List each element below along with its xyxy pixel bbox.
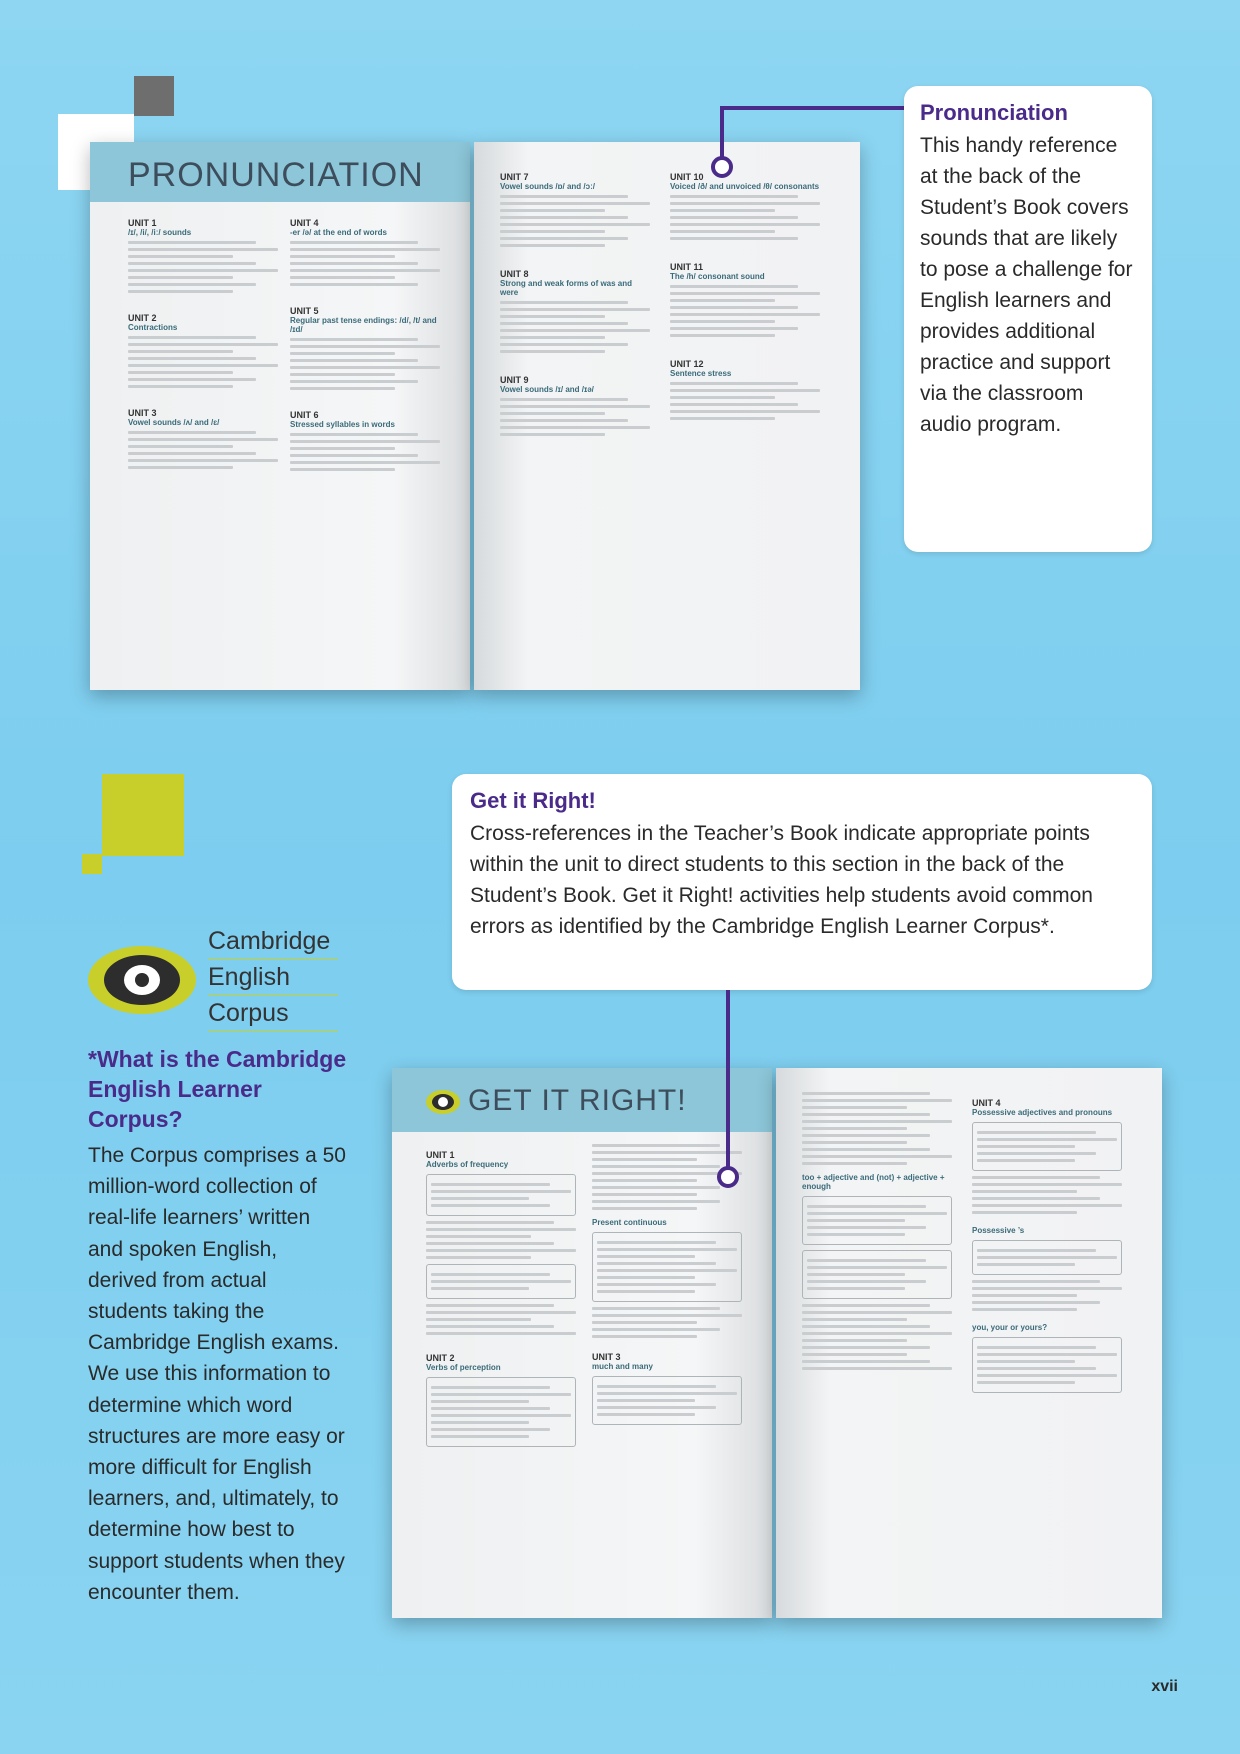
unit-label: UNIT 3	[592, 1352, 621, 1362]
unit-label: UNIT 5	[290, 306, 319, 316]
unit-block	[128, 313, 278, 388]
pronunciation-far-column	[670, 162, 820, 424]
unit-subtitle: Regular past tense endings: /d/, /t/ and /ɪd/	[290, 316, 437, 334]
unit-subtitle: Possessive ’s	[972, 1226, 1025, 1235]
unit-block	[972, 1226, 1122, 1311]
pronunciation-book-title: PRONUNCIATION	[128, 156, 424, 194]
corpus-heading: *What is the Cambridge English Learner Corpus?	[88, 1046, 347, 1132]
cambridge-eye-icon	[426, 1090, 460, 1114]
unit-label: UNIT 3	[128, 408, 157, 418]
unit-subtitle: much and many	[592, 1362, 653, 1371]
logo-word: English	[208, 960, 338, 995]
get-it-right-connector-vertical	[726, 990, 730, 1170]
pronunciation-connector-horizontal	[720, 106, 904, 110]
get-it-right-left-page	[392, 1068, 772, 1618]
unit-block	[972, 1098, 1122, 1214]
unit-block	[426, 1150, 576, 1335]
unit-subtitle: Present continuous	[592, 1218, 667, 1227]
pronunciation-right-page	[474, 142, 860, 690]
unit-label: UNIT 1	[426, 1150, 455, 1160]
unit-block	[592, 1218, 742, 1338]
unit-subtitle: Vowel sounds /ʌ/ and /ɛ/	[128, 418, 220, 427]
unit-block	[128, 218, 278, 293]
unit-label: UNIT 1	[128, 218, 157, 228]
get-it-right-right-column	[802, 1088, 952, 1374]
unit-block	[972, 1323, 1122, 1393]
unit-block	[670, 262, 820, 337]
pronunciation-connector-dot	[711, 156, 733, 178]
unit-subtitle: Vowel sounds /ɒ/ and /ɔː/	[500, 182, 595, 191]
pronunciation-callout-text: This handy reference at the back of the Student’s Book covers sounds that are likely to pose a challenge for English learners and provides additional practice and support via the classroom audio program.	[920, 134, 1133, 436]
unit-label: UNIT 6	[290, 410, 319, 420]
unit-subtitle: -er /ə/ at the end of words	[290, 228, 387, 237]
get-it-right-callout-text: Cross-references in the Teacher’s Book indicate appropriate points within the unit to direct students to this section in the back of the Student’s Book. Get it Right! activities help students avoid common errors as identified by the Cambridge English Learner Corpus*.	[470, 822, 1093, 938]
unit-block	[290, 410, 440, 471]
unit-label: UNIT 2	[128, 313, 157, 323]
get-it-right-connector-dot	[717, 1166, 739, 1188]
unit-subtitle: Strong and weak forms of was and were	[500, 279, 633, 297]
page-number: xvii	[1151, 1678, 1178, 1695]
unit-block	[426, 1353, 576, 1447]
unit-subtitle: Possessive adjectives and pronouns	[972, 1108, 1113, 1117]
logo-word: Cambridge	[208, 924, 338, 959]
unit-block	[500, 172, 650, 247]
unit-subtitle: you, your or yours?	[972, 1323, 1048, 1332]
unit-label: UNIT 4	[290, 218, 319, 228]
unit-label: UNIT 2	[426, 1353, 455, 1363]
get-it-right-callout-title: Get it Right!	[470, 788, 596, 813]
cambridge-english-corpus-logo	[88, 924, 348, 1036]
get-it-right-left-column	[426, 1140, 576, 1452]
unit-subtitle: Adverbs of frequency	[426, 1160, 509, 1169]
get-it-right-book	[392, 1068, 1162, 1618]
unit-block	[592, 1352, 742, 1425]
logo-word: Corpus	[208, 996, 338, 1031]
pronunciation-connector-vertical	[720, 106, 724, 160]
get-it-right-right-page	[776, 1068, 1162, 1618]
get-it-right-far-column	[972, 1088, 1122, 1398]
pronunciation-left-column	[128, 208, 278, 473]
unit-subtitle: Contractions	[128, 323, 178, 332]
unit-subtitle: Stressed syllables in words	[290, 420, 395, 429]
unit-subtitle: Vowel sounds /ɪ/ and /ɪə/	[500, 385, 594, 394]
unit-label: UNIT 4	[972, 1098, 1001, 1108]
unit-label: UNIT 12	[670, 359, 704, 369]
unit-subtitle: /ɪ/, /i/, /iː/ sounds	[128, 228, 192, 237]
unit-subtitle: Sentence stress	[670, 369, 732, 378]
pronunciation-right-column	[500, 162, 650, 440]
get-it-right-book-title: GET IT RIGHT!	[468, 1084, 687, 1117]
unit-label: UNIT 8	[500, 269, 529, 279]
cambridge-logo-icon	[88, 946, 196, 1014]
pronunciation-left-page	[90, 142, 470, 690]
unit-subtitle: Verbs of perception	[426, 1363, 501, 1372]
unit-label: UNIT 11	[670, 262, 704, 272]
unit-label: UNIT 7	[500, 172, 529, 182]
unit-label: UNIT 10	[670, 172, 704, 182]
decor-square-lime-small	[82, 854, 102, 874]
unit-subtitle: too + adjective and (not) + adjective + enough	[802, 1173, 945, 1191]
unit-block	[290, 306, 440, 390]
get-it-right-callout	[452, 774, 1152, 990]
decor-square-lime-large	[102, 774, 184, 856]
pronunciation-callout-title: Pronunciation	[920, 100, 1068, 125]
unit-block	[500, 269, 650, 353]
pronunciation-callout	[904, 86, 1152, 552]
unit-block	[670, 359, 820, 420]
corpus-description: The Corpus comprises a 50 million-word collection of real-life learners’ written and spoken English, derived from actual students taking the Cambridge English exams. We use this information to determine which word structures are more easy or more difficult for English learners, and, ultimately, to determine how best to support students when they encounter them.	[88, 1144, 346, 1604]
unit-block	[802, 1173, 952, 1370]
unit-subtitle: Voiced /ð/ and unvoiced /θ/ consonants	[670, 182, 820, 191]
unit-subtitle: The /h/ consonant sound	[670, 272, 765, 281]
pronunciation-mid-column	[290, 208, 440, 475]
unit-label: UNIT 9	[500, 375, 529, 385]
pronunciation-book	[90, 142, 860, 690]
decor-square-gray	[134, 76, 174, 116]
unit-block	[290, 218, 440, 286]
unit-block	[670, 172, 820, 240]
unit-block	[128, 408, 278, 469]
unit-block	[500, 375, 650, 436]
